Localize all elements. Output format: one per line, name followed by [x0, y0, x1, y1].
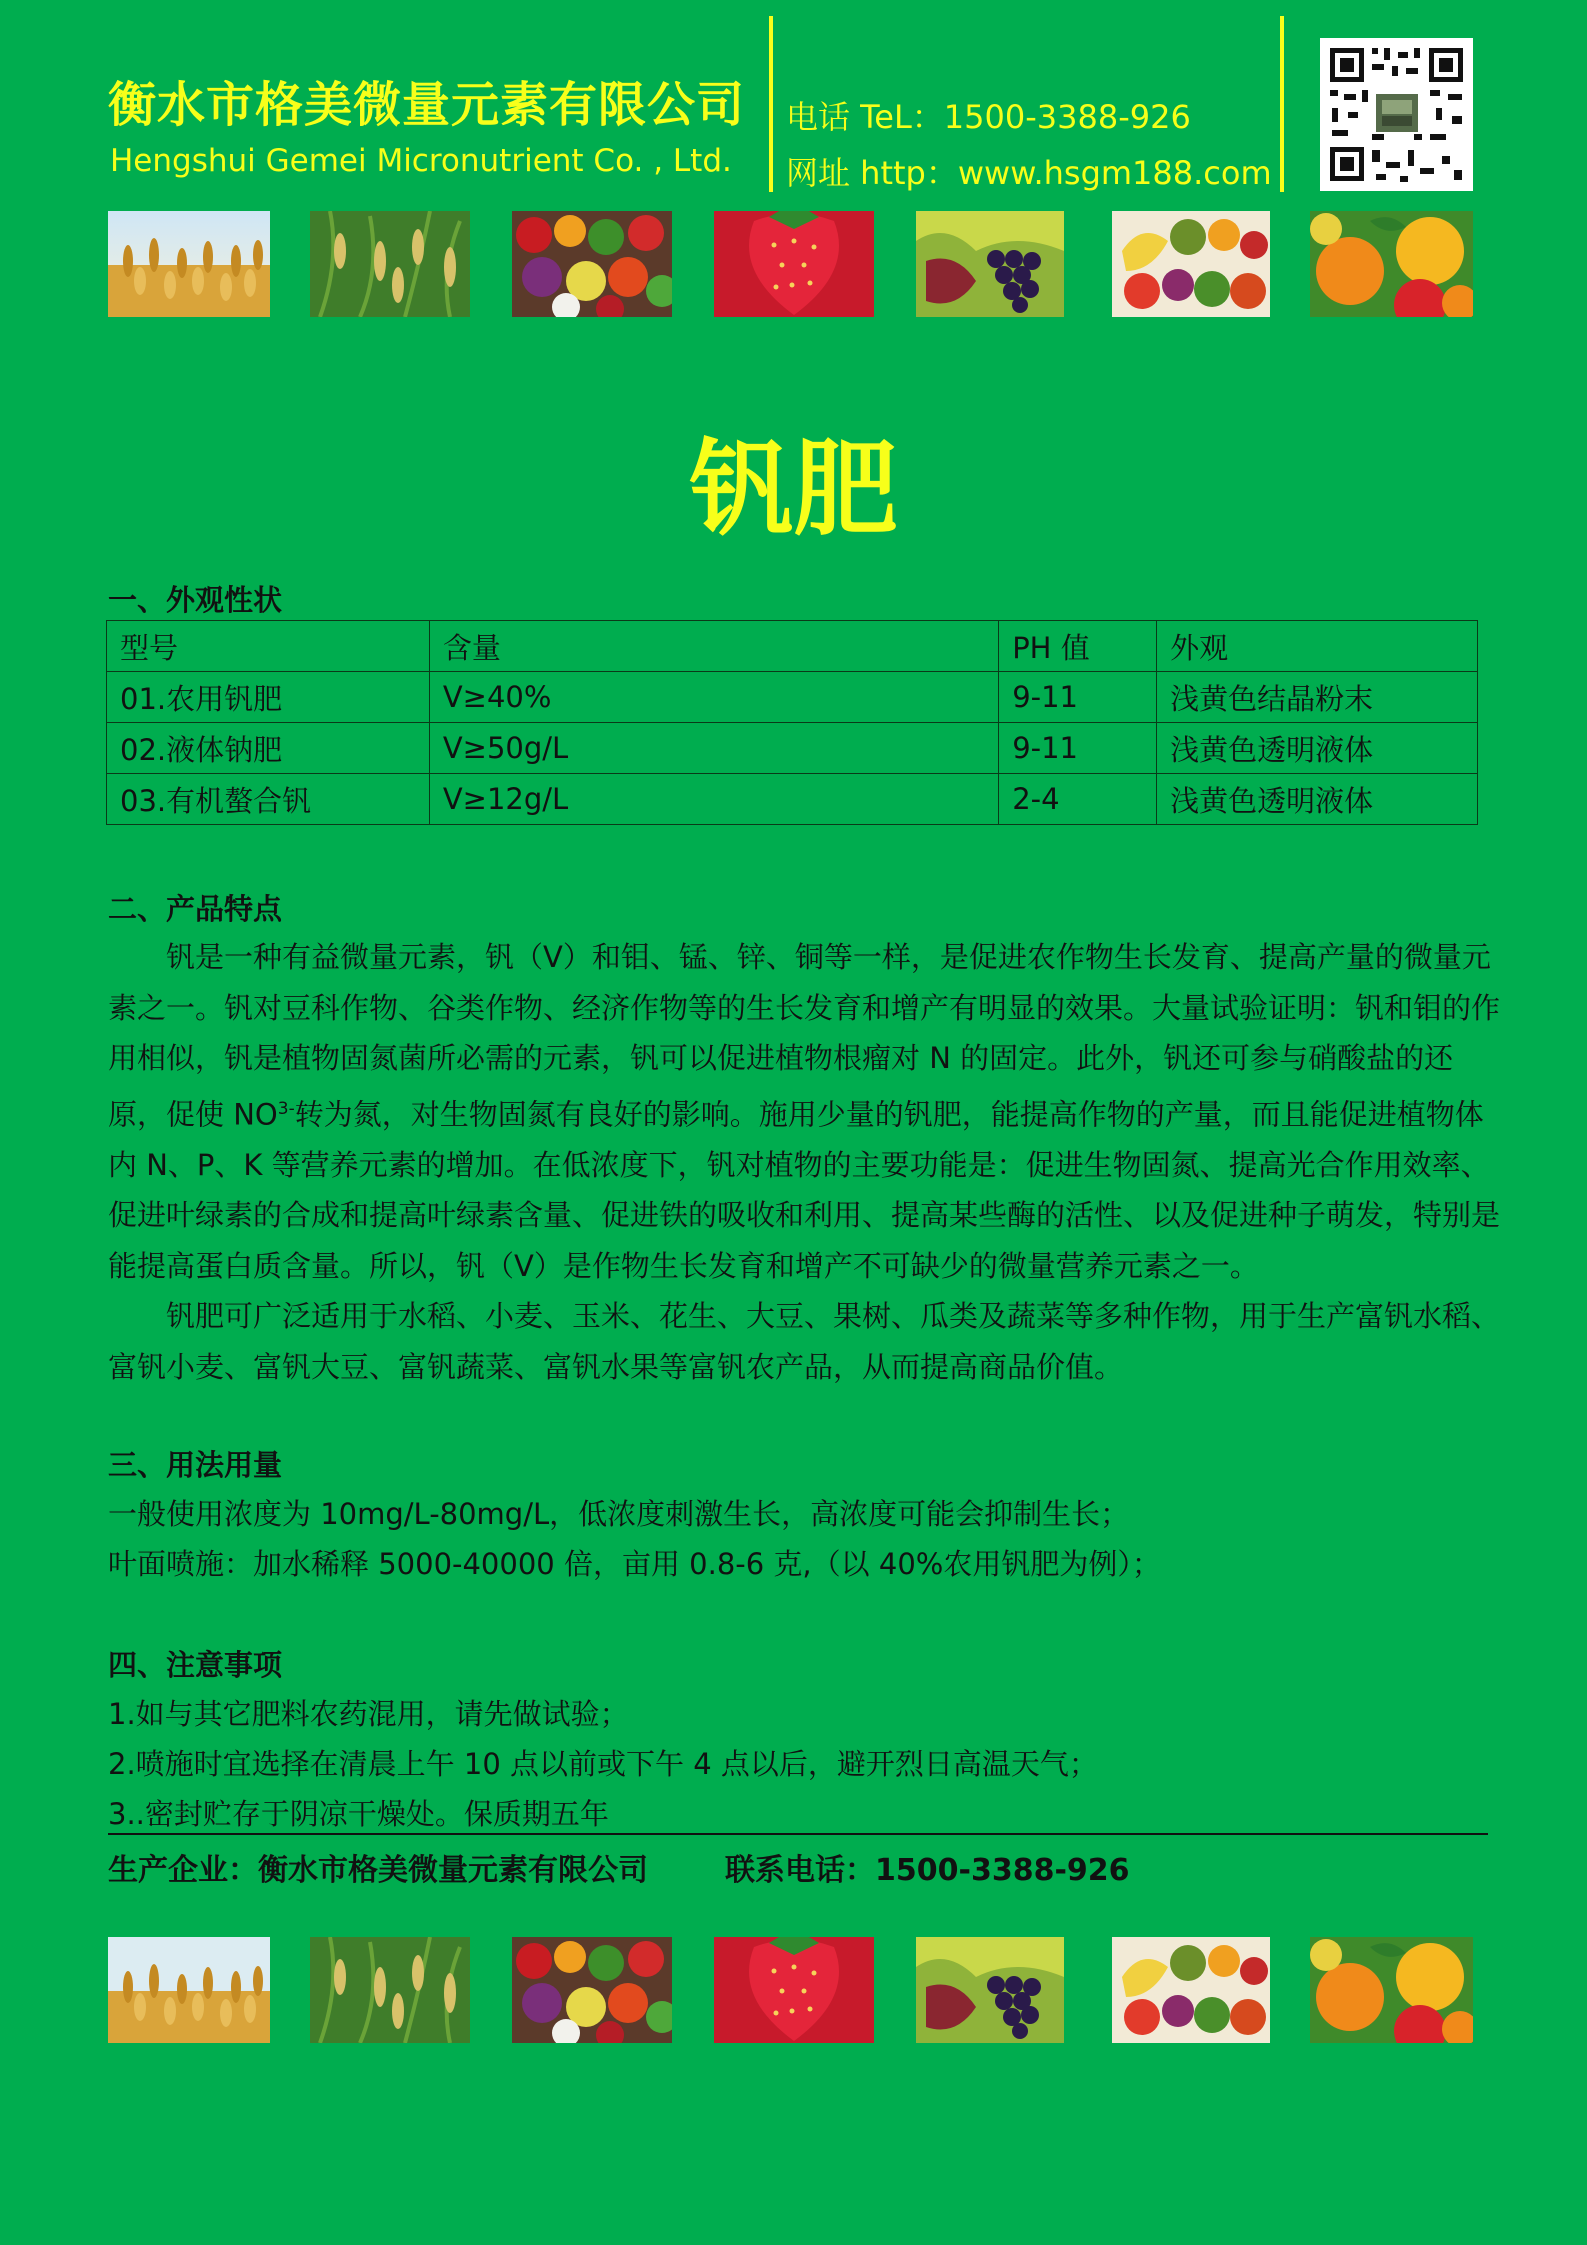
table-header-row — [107, 621, 1478, 672]
fruit-basket-photo — [1112, 211, 1270, 317]
page-title: 钒肥 — [689, 428, 898, 550]
contact-website[interactable]: 网址 http：www.hsgm188.com — [786, 154, 1272, 192]
precaution-item-1: 1.如与其它肥料农药混用，请先做试验； — [108, 1697, 629, 1731]
strawberry-photo — [714, 1937, 874, 2043]
footer-phone: 联系电话：1500-3388-926 — [725, 1853, 1130, 1888]
wheat-photo — [108, 1937, 270, 2043]
section-heading-features: 二、产品特点 — [108, 892, 283, 926]
table-cell: 2-4 — [999, 774, 1157, 825]
strawberry-photo — [714, 211, 874, 317]
table-cell: V≥50g/L — [429, 723, 998, 774]
table-header-cell: PH 值 — [999, 621, 1157, 672]
usage-line-2: 叶面喷施：加水稀释 5000-40000 倍，亩用 0.8-6 克,（以 40%农用钒肥为例）； — [108, 1547, 1161, 1581]
contact-phone: 电话 TeL：1500-3388-926 — [786, 98, 1191, 136]
table-header-cell: 外观 — [1157, 621, 1478, 672]
table-row — [107, 723, 1478, 774]
rice-photo — [310, 1937, 470, 2043]
spec-table — [106, 620, 1478, 825]
table-cell: V≥12g/L — [429, 774, 998, 825]
citrus-fruits-photo — [1310, 211, 1473, 317]
features-paragraph-1 — [108, 932, 1503, 1291]
company-name-en: Hengshui Gemei Micronutrient Co. , Ltd. — [110, 143, 732, 179]
header-divider-right — [1280, 16, 1284, 192]
table-cell: 03.有机螯合钒 — [107, 774, 430, 825]
table-header-cell: 含量 — [429, 621, 998, 672]
precaution-item-2: 2.喷施时宜选择在清晨上午 10 点以前或下午 4 点以后，避开烈日高温天气； — [108, 1747, 1098, 1781]
photo-strip-top — [108, 211, 1473, 317]
table-cell: 浅黄色透明液体 — [1157, 774, 1478, 825]
rice-photo — [310, 211, 470, 317]
usage-line-1: 一般使用浓度为 10mg/L-80mg/L，低浓度刺激生长，高浓度可能会抑制生长； — [108, 1497, 1130, 1531]
table-header-cell: 型号 — [107, 621, 430, 672]
grapes-photo — [916, 211, 1064, 317]
vegetables-photo — [512, 1937, 672, 2043]
table-cell: 浅黄色透明液体 — [1157, 723, 1478, 774]
vegetables-photo — [512, 211, 672, 317]
fruit-basket-photo — [1112, 1937, 1270, 2043]
table-cell: 02.液体钠肥 — [107, 723, 430, 774]
qr-code-icon — [1320, 38, 1473, 191]
table-cell: 9-11 — [999, 723, 1157, 774]
features-text-part-1: 钒是一种有益微量元素，钒（V）和钼、锰、锌、铜等一样，是促进农作物生长发育、提高产量的微量元素之一。钒对豆科作物、谷类作物、经济作物等的生长发育和增产有明显的效果。大量试验证明：钒和钼的作用相似，钒是植物固氮菌所必需的元素，钒可以促进植物根瘤对 N 的固定。此外，钒还可参与硝酸盐的还原，促使 NO — [108, 940, 1501, 1132]
table-cell: 9-11 — [999, 672, 1157, 723]
section-heading-precautions: 四、注意事项 — [108, 1648, 283, 1682]
features-text — [108, 932, 1503, 1392]
header-divider-left — [769, 16, 773, 192]
features-paragraph-2: 钒肥可广泛适用于水稻、小麦、玉米、花生、大豆、果树、瓜类及蔬菜等多种作物，用于生产富钒水稻、富钒小麦、富钒大豆、富钒蔬菜、富钒水果等富钒农产品，从而提高商品价值。 — [108, 1299, 1501, 1384]
section-heading-usage: 三、用法用量 — [108, 1448, 283, 1482]
table-row — [107, 774, 1478, 825]
footer-divider — [108, 1833, 1488, 1835]
wheat-photo — [108, 211, 270, 317]
nitrate-superscript: 3- — [277, 1098, 295, 1119]
table-cell: V≥40% — [429, 672, 998, 723]
features-text-part-2: 转为氮，对生物固氮有良好的影响。施用少量的钒肥，能提高作物的产量，而且能促进植物体内 N、P、K 等营养元素的增加。在低浓度下，钒对植物的主要功能是：促进生物固氮、提高光合作用效率、促进叶绿素的合成和提高叶绿素含量、促进铁的吸收和利用、提高某些酶的活性、以及促进种子萌发，特别是能提高蛋白质含量。所以，钒（V）是作物生长发育和增产不可缺少的微量营养元素之一。 — [108, 1097, 1501, 1283]
grapes-photo — [916, 1937, 1064, 2043]
table-cell: 浅黄色结晶粉末 — [1157, 672, 1478, 723]
precaution-item-3: 3..密封贮存于阴凉干燥处。保质期五年 — [108, 1797, 609, 1831]
photo-strip-bottom — [108, 1937, 1473, 2043]
table-row — [107, 672, 1478, 723]
company-name-cn: 衡水市格美微量元素有限公司 — [108, 77, 746, 133]
footer-producer: 生产企业：衡水市格美微量元素有限公司 — [108, 1853, 648, 1888]
table-cell: 01.农用钒肥 — [107, 672, 430, 723]
section-heading-appearance: 一、外观性状 — [108, 583, 283, 617]
citrus-fruits-photo — [1310, 1937, 1473, 2043]
